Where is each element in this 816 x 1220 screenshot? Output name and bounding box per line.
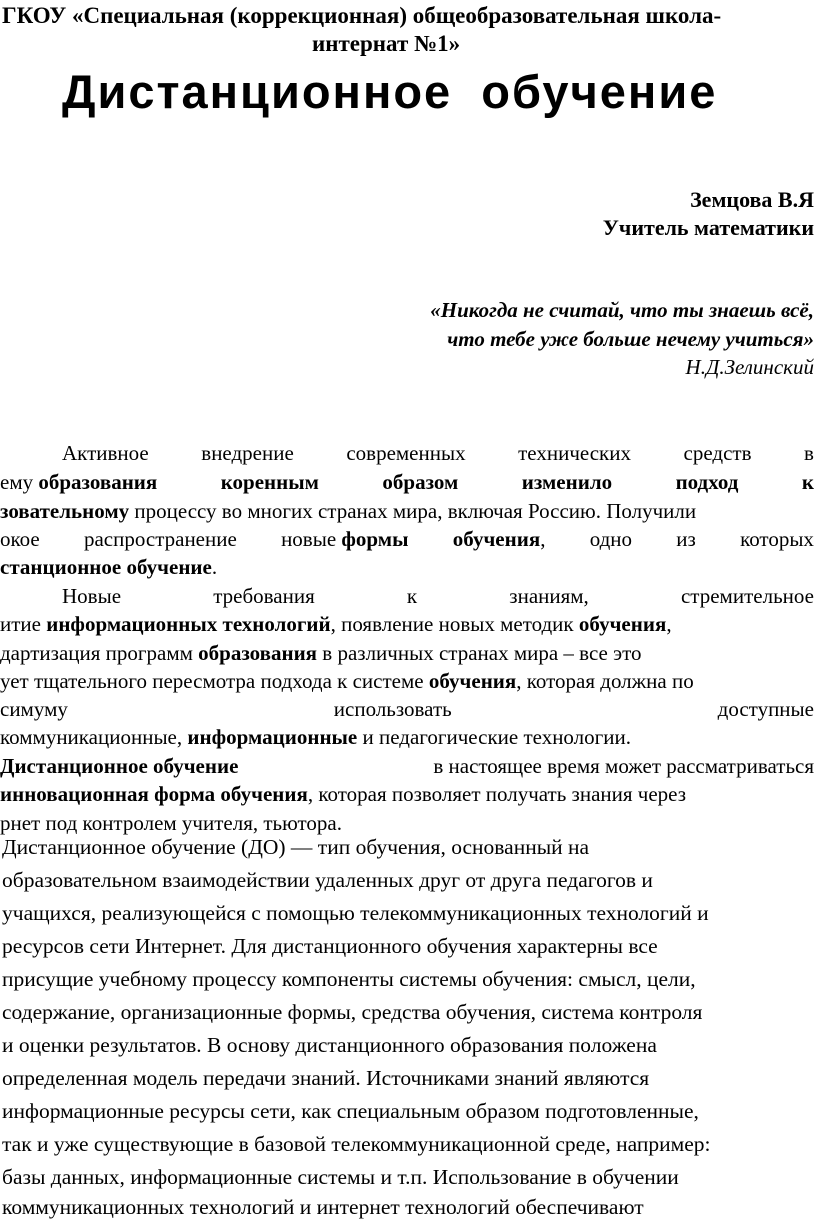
p1-line-4: [0, 524, 814, 554]
text: Активное: [62, 441, 149, 465]
p2-line-5: [0, 694, 814, 724]
text: , которая позволяет получать знания через: [307, 782, 687, 806]
school-name-line-1: ГКОУ «Специальная (коррекционная) общеобразовательная школа-: [2, 3, 722, 28]
text-bold: обучения: [578, 612, 667, 636]
text: процессу во многих странах мира, включая Россию. Получили: [129, 499, 697, 523]
text-bold: информационных технологий: [46, 612, 331, 636]
text: стремительное: [680, 584, 814, 608]
p1-line-3: [0, 496, 696, 526]
p4-line-1: Дистанционное обучение (ДО) — тип обучения, основанный на: [2, 835, 590, 859]
text: средств: [683, 441, 752, 465]
text-bold: зовательному: [0, 499, 130, 523]
text-bold: коренным: [220, 470, 319, 494]
p4-line-8: определенная модель передачи знаний. Источниками знаний являются: [2, 1066, 650, 1090]
p4-line-6: содержание, организационные формы, средства обучения, система контроля: [2, 1000, 703, 1024]
p4-line-12: коммуникационных технологий и интернет технологий обеспечивают: [2, 1195, 644, 1219]
text: ему: [0, 470, 39, 494]
text-bold: формы: [341, 527, 409, 551]
text-bold: изменило: [521, 470, 613, 494]
text: симуму: [0, 697, 68, 721]
text-bold: обучения: [452, 527, 541, 551]
text: из: [676, 527, 696, 551]
p4-line-3: учащихся, реализующейся с помощью телекоммуникационных технологий и: [2, 901, 709, 925]
p3-line-2: [0, 779, 686, 809]
author-position: Учитель математики: [602, 215, 814, 240]
text: которых: [740, 527, 814, 551]
text-bold: образования: [38, 470, 158, 494]
text-bold: Дистанционное обучение: [0, 754, 239, 778]
text: дартизация программ: [0, 641, 199, 665]
text-bold: образования: [198, 641, 318, 665]
p1-line-5: [0, 552, 217, 582]
p2-line-1: [0, 581, 814, 611]
p4-line-7: и оценки результатов. В основу дистанционного образования положена: [2, 1033, 657, 1057]
text: в: [804, 441, 814, 465]
epigraph-attribution: Н.Д.Зелинский: [685, 355, 814, 379]
p2-line-2: [0, 609, 814, 639]
school-name-line-2: интернат №1»: [312, 31, 461, 56]
p2-line-4: [0, 666, 694, 696]
p2-line-3: [0, 638, 814, 668]
epigraph-line-2: что тебе уже больше нечему учиться»: [447, 327, 814, 351]
text: и педагогические технологии.: [357, 725, 631, 749]
p4-line-4: ресурсов сети Интернет. Для дистанционного обучения характерны все: [2, 934, 658, 958]
text: одно: [589, 527, 633, 551]
text: в различных странах мира – все это: [317, 641, 642, 665]
author-name: Земцова В.Я: [690, 187, 814, 212]
p2-line-6: [0, 722, 631, 752]
p3-line-1: [0, 751, 814, 781]
text: , которая должна по: [516, 669, 694, 693]
text: современных: [346, 441, 466, 465]
text: Новые: [62, 584, 122, 608]
text: ,: [666, 612, 672, 636]
text: доступные: [717, 697, 814, 721]
text: внедрение: [201, 441, 294, 465]
text-bold: образом: [382, 470, 459, 494]
text: итие: [0, 612, 47, 636]
p4-line-9: информационные ресурсы сети, как специальным образом подготовленные,: [2, 1099, 699, 1123]
text-bold: подход: [675, 470, 739, 494]
epigraph-line-1: «Никогда не считай, что ты знаешь всё,: [430, 298, 814, 322]
text: к: [406, 584, 418, 608]
text: ует тщательного пересмотра подхода к системе: [0, 669, 429, 693]
text: ,: [540, 527, 546, 551]
text: распространение: [83, 527, 237, 551]
p1-line-1: [0, 438, 814, 468]
text-bold: к: [801, 470, 814, 494]
text: окое: [0, 527, 40, 551]
p1-line-2: [0, 467, 814, 497]
text: использовать: [333, 697, 452, 721]
text: знаниям,: [509, 584, 589, 608]
text: в настоящее время может рассматриваться: [433, 754, 814, 778]
text-bold: обучения: [428, 669, 517, 693]
text: коммуникационные,: [0, 725, 188, 749]
text: рнет под контролем учителя, тьютора.: [0, 811, 342, 835]
text: , появление новых методик: [330, 612, 579, 636]
text: .: [211, 555, 218, 579]
text: требования: [213, 584, 315, 608]
p4-line-5: присущие учебному процессу компоненты системы обучения: смысл, цели,: [2, 967, 696, 991]
p4-line-11: базы данных, информационные системы и т.п. Использование в обучении: [2, 1165, 679, 1189]
text-bold: информационные: [187, 725, 358, 749]
text: новые: [281, 527, 342, 551]
p4-line-2: образовательном взаимодействии удаленных друг от друга педагогов и: [2, 868, 653, 892]
document-title: Дистанционное обучение: [62, 65, 718, 118]
text-bold: инновационная форма обучения: [0, 782, 308, 806]
p4-line-10: так и уже существующие в базовой телекоммуникационной среде, например:: [2, 1132, 711, 1156]
text-bold: станционное обучение: [0, 555, 212, 579]
text: технических: [518, 441, 631, 465]
